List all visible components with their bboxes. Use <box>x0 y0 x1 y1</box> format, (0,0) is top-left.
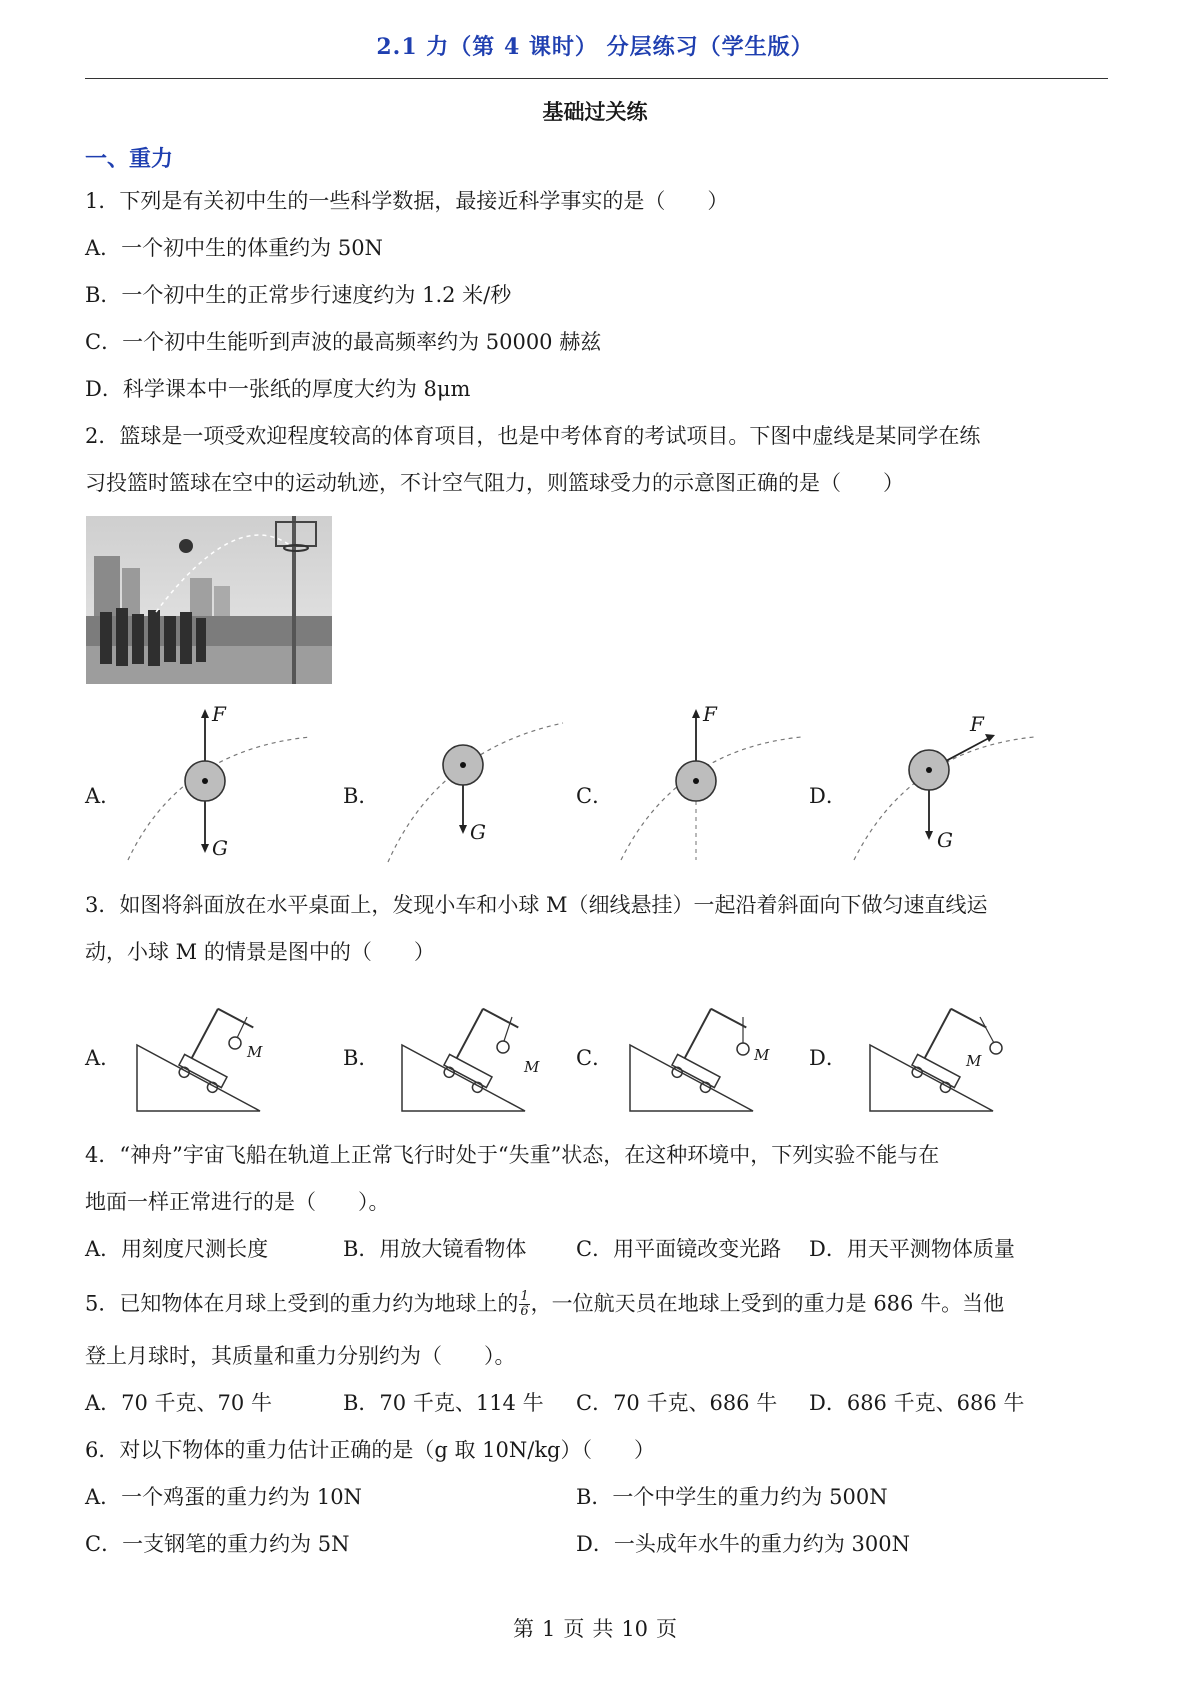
q3-figure-b <box>400 995 530 1115</box>
footer-total-label: 共 <box>592 1617 614 1641</box>
q5-stem-line1 <box>85 1290 1004 1320</box>
q3-figure-c <box>628 995 758 1115</box>
fraction-denominator: 6 <box>520 1304 529 1320</box>
total-pages: 10 <box>621 1617 649 1641</box>
page-number: 1 <box>541 1617 556 1641</box>
footer-page-label: 第 <box>512 1617 534 1641</box>
q2-figure-b <box>383 720 583 870</box>
q4-stem-line1: 4．“神舟”宇宙飞船在轨道上正常飞行时处于“失重”状态，在这种环境中，下列实验不能与在 <box>85 1143 940 1167</box>
q4-option-b: B．用放大镜看物体 <box>343 1237 527 1261</box>
q3-d-ball-label: M <box>966 1052 982 1070</box>
q3-label-d: D． <box>809 1046 847 1070</box>
q2-label-d: D． <box>809 784 847 808</box>
q3-stem-line1: 3．如图将斜面放在水平桌面上，发现小车和小球 M（细线悬挂）一起沿着斜面向下做匀速直线运 <box>85 893 988 917</box>
q2-a-force-g-label: G <box>212 836 228 860</box>
q2-stem-line2: 习投篮时篮球在空中的运动轨迹，不计空气阻力，则篮球受力的示意图正确的是（ ） <box>85 471 904 495</box>
q6-option-c: C．一支钢笔的重力约为 5N <box>85 1532 350 1556</box>
q1-option-c: C．一个初中生能听到声波的最高频率约为 50000 赫兹 <box>85 330 602 354</box>
basketball-photo <box>86 516 332 684</box>
q2-c-force-f-label: F <box>703 702 717 726</box>
q1-stem: 1．下列是有关初中生的一些科学数据，最接近科学事实的是（ ） <box>85 189 729 213</box>
q3-b-ball-label: M <box>524 1058 540 1076</box>
q5-option-c: C．70 千克、686 牛 <box>576 1391 778 1415</box>
q3-figure-d <box>868 995 1008 1115</box>
q2-label-a: A． <box>85 784 122 808</box>
q2-d-force-f-label: F <box>970 712 984 736</box>
part-title: 一、重力 <box>85 146 174 172</box>
q5-option-a: A．70 千克、70 牛 <box>85 1391 272 1415</box>
q2-a-force-f-label: F <box>212 702 226 726</box>
section-title: 基础过关练 <box>542 99 648 124</box>
q6-option-b: B．一个中学生的重力约为 500N <box>576 1485 888 1509</box>
footer-total-unit: 页 <box>656 1617 678 1641</box>
one-sixth-fraction <box>519 1290 529 1320</box>
q6-option-a: A．一个鸡蛋的重力约为 10N <box>85 1485 362 1509</box>
q4-option-a: A．用刻度尺测长度 <box>85 1237 269 1261</box>
q6-stem: 6．对以下物体的重力估计正确的是（g 取 10N/kg）（ ） <box>85 1438 655 1462</box>
q1-option-d: D．科学课本中一张纸的厚度大约为 8μm <box>85 377 471 401</box>
q4-option-d: D．用天平测物体质量 <box>809 1237 1015 1261</box>
q1-option-b: B．一个初中生的正常步行速度约为 1.2 米/秒 <box>85 283 512 307</box>
q3-figure-a <box>135 995 265 1115</box>
q2-stem-line1: 2．篮球是一项受欢迎程度较高的体育项目，也是中考体育的考试项目。下图中虚线是某同学在练 <box>85 424 981 448</box>
footer-page-unit: 页 <box>563 1617 585 1641</box>
q2-label-c: C． <box>576 784 614 808</box>
document-title: 2.1 力（第 4 课时） 分层练习（学生版） <box>376 34 814 60</box>
q5-option-d: D．686 千克、686 牛 <box>809 1391 1025 1415</box>
q2-d-force-g-label: G <box>937 828 953 852</box>
q2-label-b: B． <box>343 784 380 808</box>
q5-stem-pre: 5．已知物体在月球上受到的重力约为地球上的 <box>85 1291 519 1316</box>
q4-stem-line2: 地面一样正常进行的是（ ）。 <box>85 1190 390 1214</box>
q2-b-force-g-label: G <box>470 820 486 844</box>
q5-stem-line2: 登上月球时，其质量和重力分别约为（ ）。 <box>85 1344 516 1368</box>
q3-c-ball-label: M <box>754 1046 770 1064</box>
header-divider <box>85 78 1108 79</box>
q5-option-b: B．70 千克、114 牛 <box>343 1391 544 1415</box>
q3-a-ball-label: M <box>247 1043 263 1061</box>
q2-figure-c <box>616 705 816 865</box>
fraction-numerator: 1 <box>520 1289 529 1304</box>
q3-label-b: B． <box>343 1046 380 1070</box>
q3-label-c: C． <box>576 1046 614 1070</box>
q1-option-a: A．一个初中生的体重约为 50N <box>85 236 383 260</box>
q5-stem-post: ，一位航天员在地球上受到的重力是 686 牛。当他 <box>530 1291 1005 1316</box>
q3-label-a: A． <box>85 1046 122 1070</box>
q3-stem-line2: 动，小球 M 的情景是图中的（ ） <box>85 940 435 964</box>
q4-option-c: C．用平面镜改变光路 <box>576 1237 782 1261</box>
page-footer <box>0 1613 1190 1643</box>
q6-option-d: D．一头成年水牛的重力约为 300N <box>576 1532 910 1556</box>
